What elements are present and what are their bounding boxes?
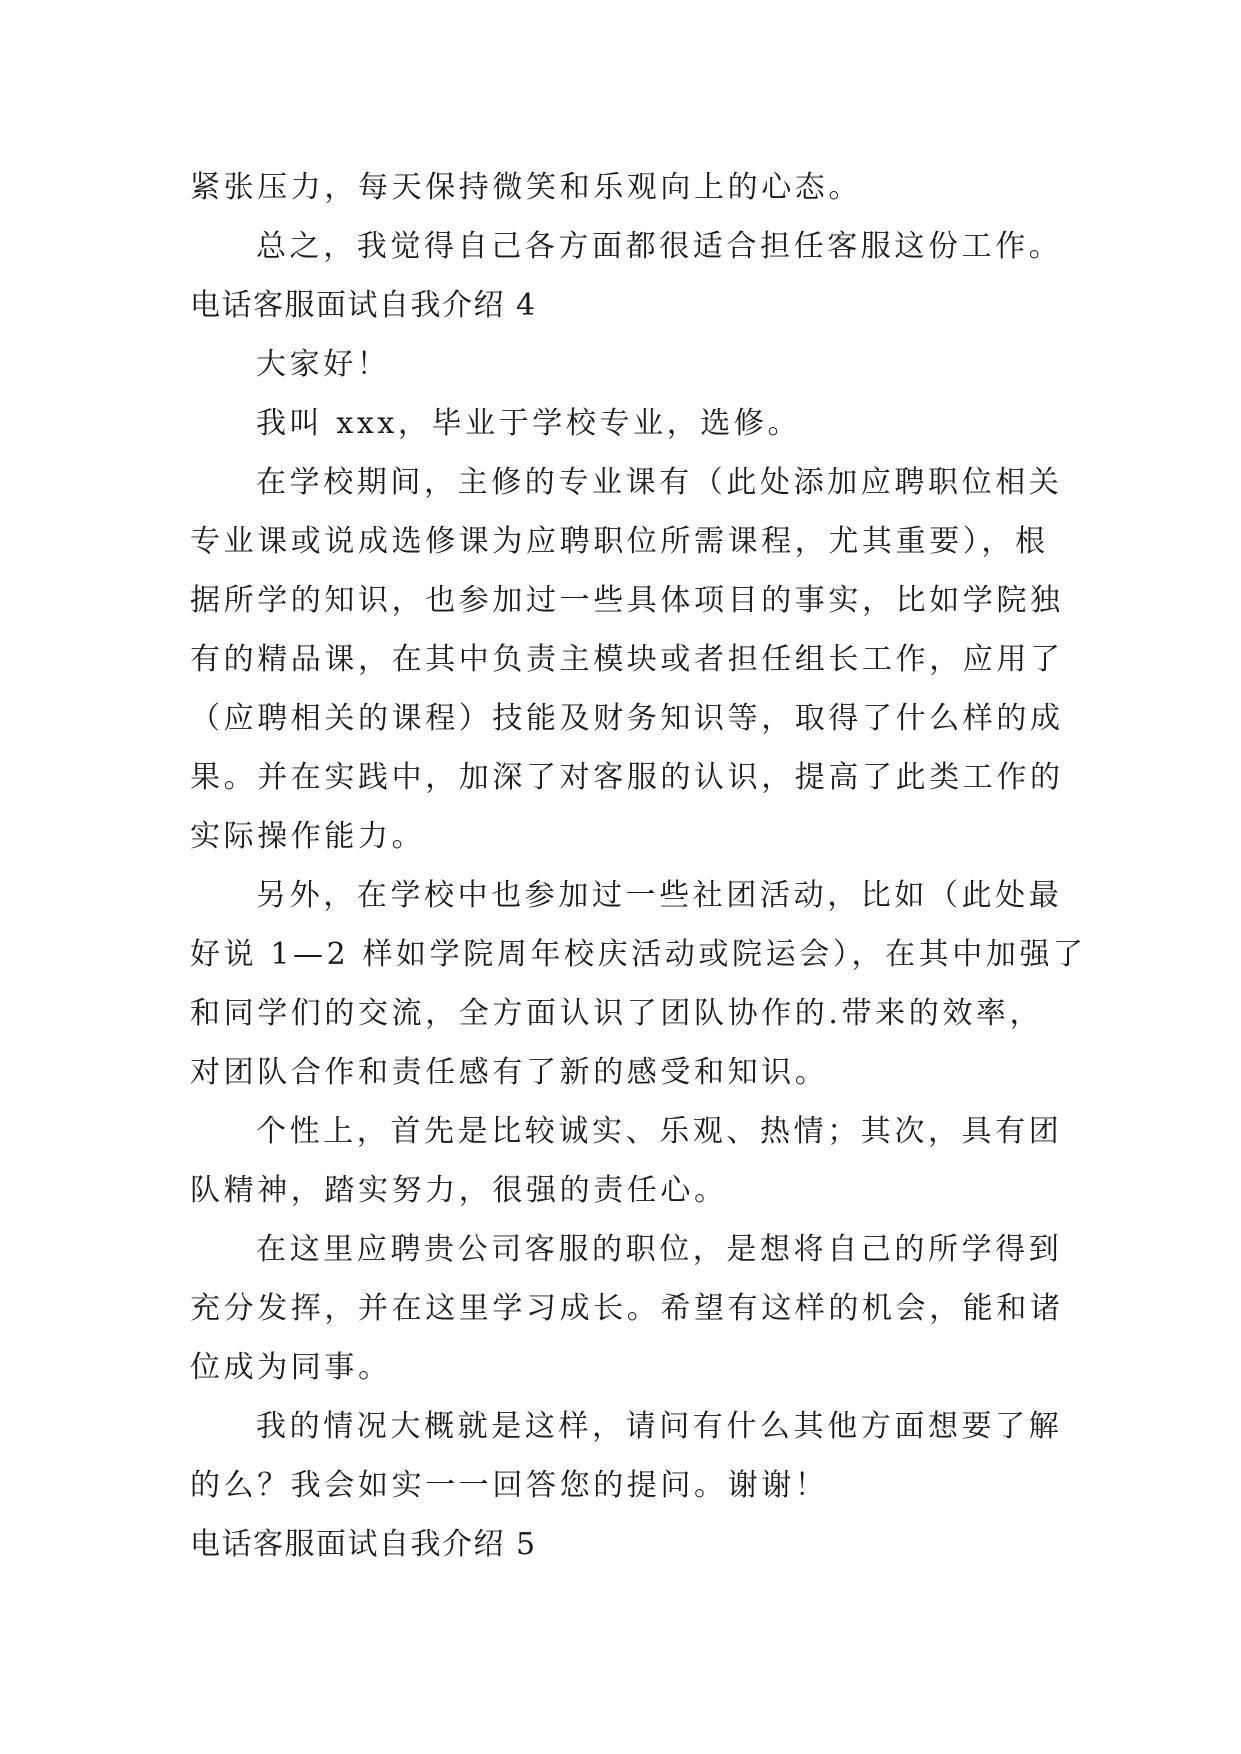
paragraph-first-line: 在学校期间，主修的专业课有（此处添加应聘职位相关 — [256, 465, 1063, 500]
paragraph-first-line: 总之，我觉得自己各方面都很适合担任客服这份工作。 — [256, 229, 1063, 264]
body-line: 据所学的知识，也参加过一些具体项目的事实，比如学院独 — [190, 583, 1064, 618]
paragraph-first-line: 大家好！ — [256, 347, 391, 382]
section-heading: 电话客服面试自我介绍 4 — [190, 288, 537, 323]
body-line: 专业课或说成选修课为应聘职位所需课程，尤其重要），根 — [190, 524, 1049, 559]
paragraph-first-line: 我叫 xxx，毕业于学校专业，选修。 — [256, 406, 802, 441]
body-line: 对团队合作和责任感有了新的感受和知识。 — [190, 1055, 829, 1090]
body-line: （应聘相关的课程）技能及财务知识等，取得了什么样的成 — [190, 701, 1064, 736]
paragraph-first-line: 另外，在学校中也参加过一些社团活动，比如（此处最 — [256, 878, 1063, 913]
paragraph-first-line: 我的情况大概就是这样，请问有什么其他方面想要了解 — [256, 1409, 1063, 1444]
body-line: 位成为同事。 — [190, 1350, 392, 1385]
section-heading: 电话客服面试自我介绍 5 — [190, 1527, 537, 1562]
body-line: 有的精品课，在其中负责主模块或者担任组长工作，应用了 — [190, 642, 1064, 677]
paragraph-first-line: 个性上，首先是比较诚实、乐观、热情；其次，具有团 — [256, 1114, 1063, 1149]
body-line: 实际操作能力。 — [190, 819, 426, 854]
paragraph-first-line: 在这里应聘贵公司客服的职位，是想将自己的所学得到 — [256, 1232, 1063, 1267]
body-line: 好说 1—2 样如学院周年校庆活动或院运会），在其中加强了 — [190, 937, 1087, 972]
document-body — [190, 158, 1087, 1574]
body-line: 充分发挥，并在这里学习成长。希望有这样的机会，能和诸 — [190, 1291, 1064, 1326]
body-line: 队精神，踏实努力，很强的责任心。 — [190, 1173, 728, 1208]
body-line: 和同学们的交流，全方面认识了团队协作的.带来的效率， — [190, 996, 1044, 1031]
body-line: 的么？我会如实一一回答您的提问。谢谢！ — [190, 1468, 829, 1503]
body-line: 紧张压力，每天保持微笑和乐观向上的心态。 — [190, 170, 862, 205]
body-line: 果。并在实践中，加深了对客服的认识，提高了此类工作的 — [190, 760, 1064, 795]
